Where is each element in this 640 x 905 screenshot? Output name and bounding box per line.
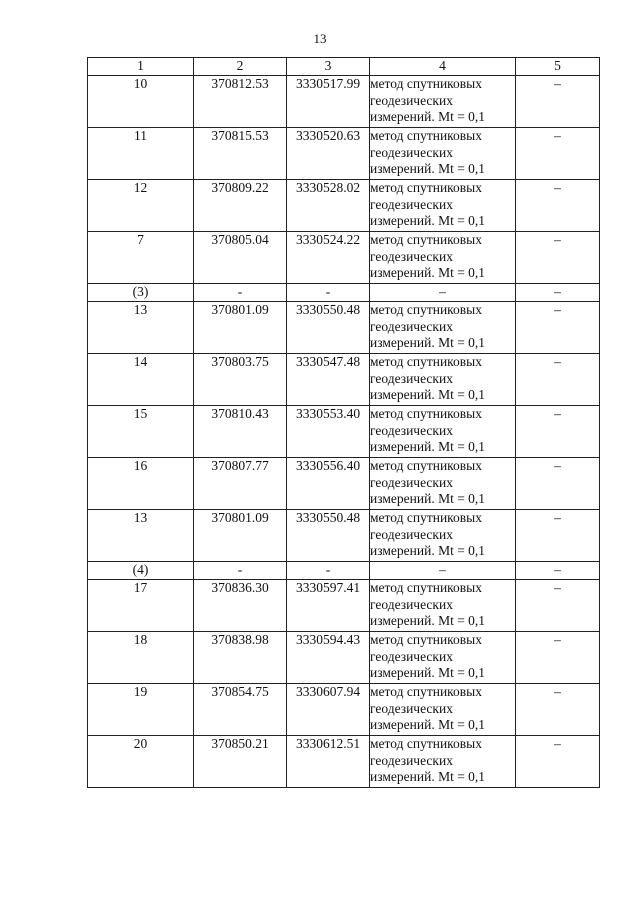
method-cell: –	[370, 562, 516, 580]
method-cell: метод спутниковых геодезических измерений. Mt = 0,1	[370, 302, 516, 354]
column5-cell: –	[516, 284, 600, 302]
y-coordinate-cell: 3330594.43	[287, 632, 370, 684]
point-number-cell: 12	[88, 180, 194, 232]
method-cell: метод спутниковых геодезических измерений. Mt = 0,1	[370, 232, 516, 284]
point-number-cell: 19	[88, 684, 194, 736]
y-coordinate-cell: 3330547.48	[287, 354, 370, 406]
point-number-cell: 7	[88, 232, 194, 284]
column5-cell: –	[516, 580, 600, 632]
x-coordinate-cell: 370807.77	[194, 458, 287, 510]
table-body	[88, 76, 600, 788]
column5-cell: –	[516, 406, 600, 458]
method-cell: метод спутниковых геодезических измерений. Mt = 0,1	[370, 458, 516, 510]
coordinates-table	[87, 57, 600, 788]
y-coordinate-cell: 3330612.51	[287, 736, 370, 788]
header-cell: 4	[370, 58, 516, 76]
point-number-cell: 18	[88, 632, 194, 684]
table-header-row	[88, 58, 600, 76]
x-coordinate-cell: 370801.09	[194, 510, 287, 562]
table-row	[88, 76, 600, 128]
table-row	[88, 684, 600, 736]
column5-cell: –	[516, 684, 600, 736]
method-cell: метод спутниковых геодезических измерений. Mt = 0,1	[370, 128, 516, 180]
method-cell: метод спутниковых геодезических измерений. Mt = 0,1	[370, 736, 516, 788]
x-coordinate-cell: 370810.43	[194, 406, 287, 458]
method-cell: метод спутниковых геодезических измерений. Mt = 0,1	[370, 580, 516, 632]
point-number-cell: 10	[88, 76, 194, 128]
x-coordinate-cell: 370854.75	[194, 684, 287, 736]
point-number-cell: 16	[88, 458, 194, 510]
point-number-cell: 13	[88, 510, 194, 562]
y-coordinate-cell: 3330524.22	[287, 232, 370, 284]
point-number-cell: 14	[88, 354, 194, 406]
method-cell: метод спутниковых геодезических измерений. Mt = 0,1	[370, 76, 516, 128]
contour-separator-row	[88, 562, 600, 580]
point-number-cell: 11	[88, 128, 194, 180]
x-coordinate-cell: 370838.98	[194, 632, 287, 684]
column5-cell: –	[516, 128, 600, 180]
y-coordinate-cell: -	[287, 562, 370, 580]
column5-cell: –	[516, 180, 600, 232]
column5-cell: –	[516, 510, 600, 562]
method-cell: метод спутниковых геодезических измерений. Mt = 0,1	[370, 180, 516, 232]
column5-cell: –	[516, 736, 600, 788]
column5-cell: –	[516, 232, 600, 284]
y-coordinate-cell: 3330556.40	[287, 458, 370, 510]
method-cell: метод спутниковых геодезических измерений. Mt = 0,1	[370, 510, 516, 562]
method-cell: метод спутниковых геодезических измерений. Mt = 0,1	[370, 684, 516, 736]
column5-cell: –	[516, 458, 600, 510]
header-cell: 3	[287, 58, 370, 76]
column5-cell: –	[516, 302, 600, 354]
table-row	[88, 180, 600, 232]
point-number-cell: (4)	[88, 562, 194, 580]
method-cell: метод спутниковых геодезических измерений. Mt = 0,1	[370, 632, 516, 684]
y-coordinate-cell: 3330517.99	[287, 76, 370, 128]
x-coordinate-cell: 370815.53	[194, 128, 287, 180]
header-cell: 2	[194, 58, 287, 76]
contour-separator-row	[88, 284, 600, 302]
x-coordinate-cell: -	[194, 284, 287, 302]
y-coordinate-cell: 3330528.02	[287, 180, 370, 232]
y-coordinate-cell: -	[287, 284, 370, 302]
x-coordinate-cell: 370801.09	[194, 302, 287, 354]
x-coordinate-cell: -	[194, 562, 287, 580]
point-number-cell: 13	[88, 302, 194, 354]
table-row	[88, 510, 600, 562]
column5-cell: –	[516, 354, 600, 406]
table-row	[88, 580, 600, 632]
column5-cell: –	[516, 76, 600, 128]
table-row	[88, 458, 600, 510]
table-row	[88, 354, 600, 406]
point-number-cell: (3)	[88, 284, 194, 302]
column5-cell: –	[516, 562, 600, 580]
point-number-cell: 17	[88, 580, 194, 632]
x-coordinate-cell: 370812.53	[194, 76, 287, 128]
table-row	[88, 232, 600, 284]
table-row	[88, 406, 600, 458]
x-coordinate-cell: 370850.21	[194, 736, 287, 788]
method-cell: метод спутниковых геодезических измерений. Mt = 0,1	[370, 406, 516, 458]
y-coordinate-cell: 3330607.94	[287, 684, 370, 736]
y-coordinate-cell: 3330550.48	[287, 510, 370, 562]
y-coordinate-cell: 3330520.63	[287, 128, 370, 180]
table-row	[88, 302, 600, 354]
header-cell: 5	[516, 58, 600, 76]
header-cell: 1	[88, 58, 194, 76]
point-number-cell: 20	[88, 736, 194, 788]
table-row	[88, 632, 600, 684]
column5-cell: –	[516, 632, 600, 684]
y-coordinate-cell: 3330550.48	[287, 302, 370, 354]
x-coordinate-cell: 370803.75	[194, 354, 287, 406]
table-row	[88, 736, 600, 788]
x-coordinate-cell: 370805.04	[194, 232, 287, 284]
point-number-cell: 15	[88, 406, 194, 458]
y-coordinate-cell: 3330553.40	[287, 406, 370, 458]
x-coordinate-cell: 370809.22	[194, 180, 287, 232]
method-cell: –	[370, 284, 516, 302]
y-coordinate-cell: 3330597.41	[287, 580, 370, 632]
x-coordinate-cell: 370836.30	[194, 580, 287, 632]
table-row	[88, 128, 600, 180]
page-number: 13	[313, 31, 327, 46]
method-cell: метод спутниковых геодезических измерений. Mt = 0,1	[370, 354, 516, 406]
